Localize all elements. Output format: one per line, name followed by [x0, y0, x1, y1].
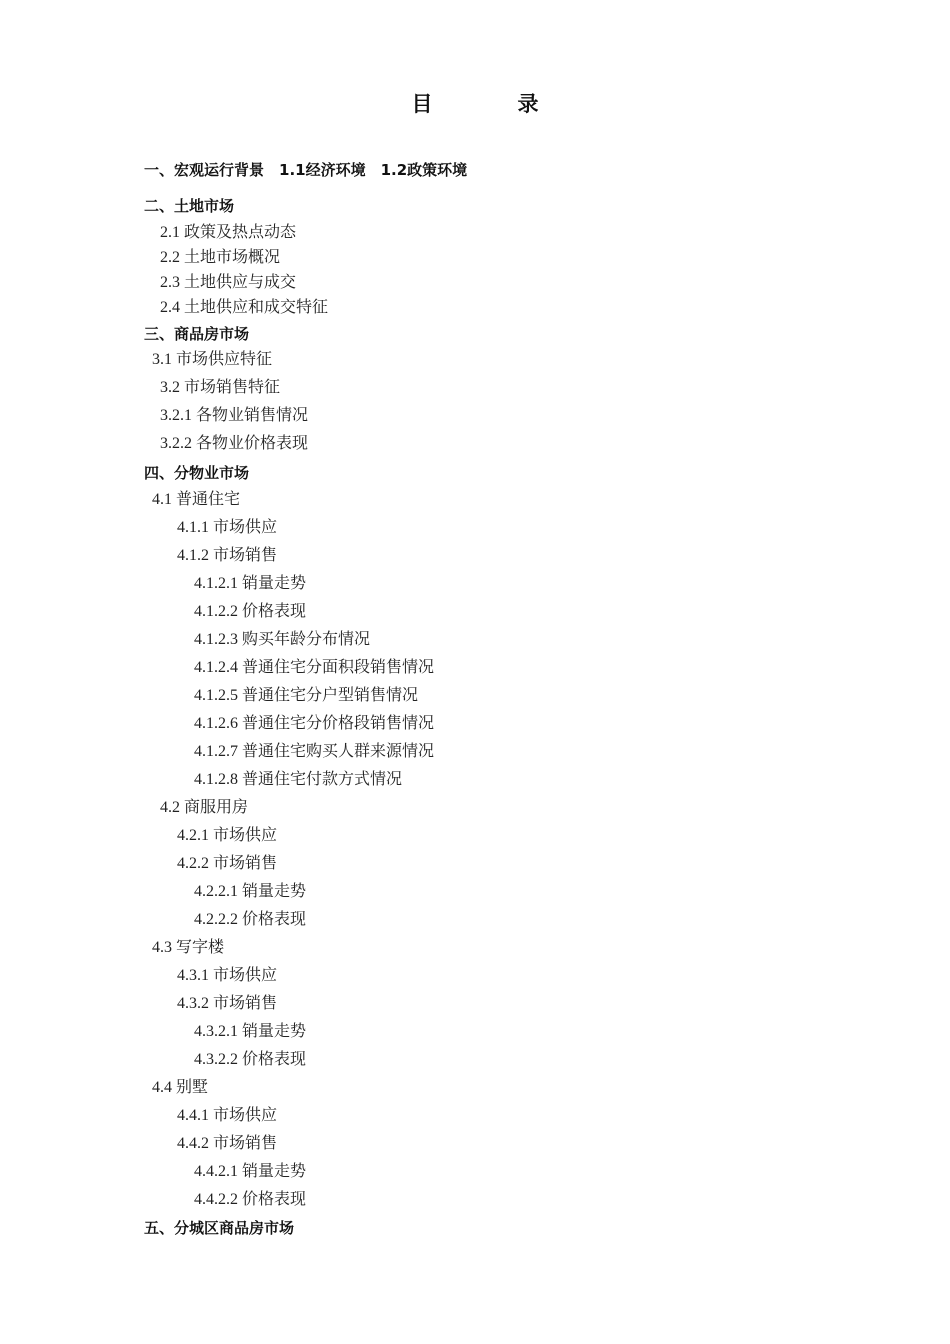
- toc-entry-4-3-1: 4.3.1 市场供应: [177, 967, 278, 984]
- toc-entry-3-1: 3.1 市场供应特征: [152, 351, 273, 368]
- toc-entry-3-2: 3.2 市场销售特征: [160, 379, 281, 396]
- toc-entry-2-4: 2.4 土地供应和成交特征: [160, 299, 329, 316]
- toc-entry-1: 一、宏观运行背景 1.1经济环境 1.2政策环境: [144, 161, 468, 179]
- toc-entry-3-2-1: 3.2.1 各物业销售情况: [160, 407, 309, 424]
- toc-entry-4-1-2-1: 4.1.2.1 销量走势: [194, 575, 307, 592]
- toc-entry-2-2: 2.2 土地市场概况: [160, 249, 281, 266]
- toc-entry-4-4: 4.4 别墅: [152, 1079, 209, 1096]
- toc-entry-4-1-1: 4.1.1 市场供应: [177, 519, 278, 536]
- toc-entry-4-1-2-3: 4.1.2.3 购买年龄分布情况: [194, 631, 371, 648]
- toc-entry-4-1-2-2: 4.1.2.2 价格表现: [194, 603, 307, 620]
- toc-entry-4-3-2-2: 4.3.2.2 价格表现: [194, 1051, 307, 1068]
- toc-entry-4-2: 4.2 商服用房: [160, 799, 249, 816]
- toc-entry-4-1: 4.1 普通住宅: [152, 491, 241, 508]
- toc-entry-4-1-2-8: 4.1.2.8 普通住宅付款方式情况: [194, 771, 403, 788]
- toc-entry-4-3-2-1: 4.3.2.1 销量走势: [194, 1023, 307, 1040]
- toc-entry-4: 四、分物业市场: [144, 464, 250, 482]
- toc-entry-2: 二、土地市场: [144, 197, 235, 215]
- toc-entry-4-1-2-4: 4.1.2.4 普通住宅分面积段销售情况: [194, 659, 435, 676]
- toc-entry-4-1-2-6: 4.1.2.6 普通住宅分价格段销售情况: [194, 715, 435, 732]
- toc-entry-4-2-2-1: 4.2.2.1 销量走势: [194, 883, 307, 900]
- toc-entry-3: 三、商品房市场: [144, 325, 250, 343]
- toc-entry-2-1: 2.1 政策及热点动态: [160, 224, 297, 241]
- toc-entry-4-2-1: 4.2.1 市场供应: [177, 827, 278, 844]
- toc-entry-4-1-2-5: 4.1.2.5 普通住宅分户型销售情况: [194, 687, 419, 704]
- toc-entry-3-2-2: 3.2.2 各物业价格表现: [160, 435, 309, 452]
- toc-entry-4-1-2-7: 4.1.2.7 普通住宅购买人群来源情况: [194, 743, 435, 760]
- toc-entry-4-4-2-2: 4.4.2.2 价格表现: [194, 1191, 307, 1208]
- toc-entry-4-4-2: 4.4.2 市场销售: [177, 1135, 278, 1152]
- toc-entry-4-2-2: 4.2.2 市场销售: [177, 855, 278, 872]
- toc-title: 目 录: [411, 91, 571, 116]
- toc-entry-4-4-1: 4.4.1 市场供应: [177, 1107, 278, 1124]
- toc-entry-4-2-2-2: 4.2.2.2 价格表现: [194, 911, 307, 928]
- toc-entry-4-1-2: 4.1.2 市场销售: [177, 547, 278, 564]
- toc-entry-5: 五、分城区商品房市场: [144, 1219, 295, 1237]
- toc-entry-2-3: 2.3 土地供应与成交: [160, 274, 297, 291]
- toc-entry-4-3: 4.3 写字楼: [152, 939, 225, 956]
- toc-entry-4-4-2-1: 4.4.2.1 销量走势: [194, 1163, 307, 1180]
- toc-entry-4-3-2: 4.3.2 市场销售: [177, 995, 278, 1012]
